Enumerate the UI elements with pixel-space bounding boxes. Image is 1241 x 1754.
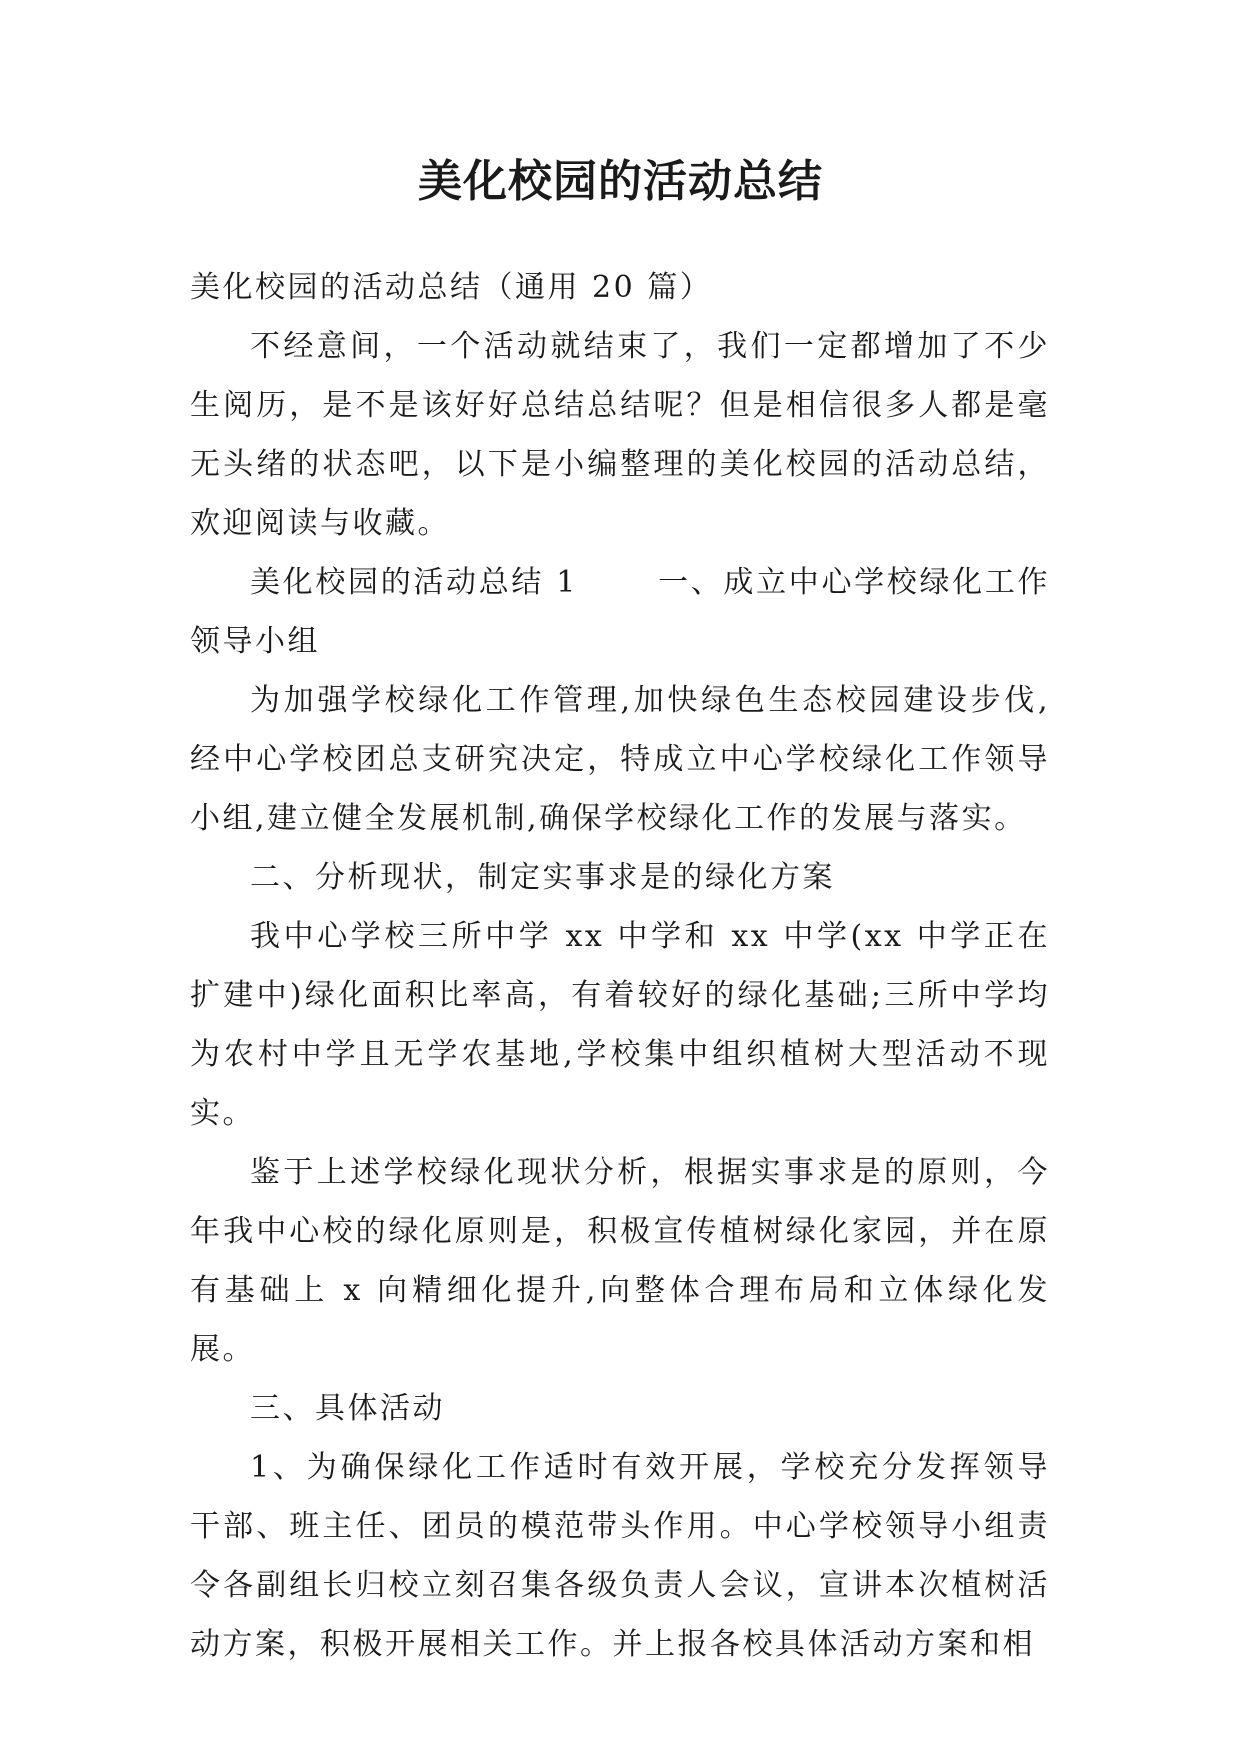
paragraph-1: 为加强学校绿化工作管理,加快绿色生态校园建设步伐,经中心学校团总支研究决定，特成立中心学校绿化工作领导小组,建立健全发展机制,确保学校绿化工作的发展与落实。 (190, 683, 1050, 836)
document-body (190, 258, 1050, 1674)
intro-paragraph: 不经意间，一个活动就结束了，我们一定都增加了不少生阅历，是不是该好好总结总结呢？但是相信很多人都是毫无头绪的状态吧，以下是小编整理的美化校园的活动总结，欢迎阅读与收藏。 (190, 329, 1050, 541)
document-subtitle: 美化校园的活动总结（通用 20 篇） (190, 270, 713, 305)
paragraph-4: 1、为确保绿化工作适时有效开展，学校充分发挥领导干部、班主任、团员的模范带头作用。中心学校领导小组责令各副组长归校立刻召集各级负责人会议，宣讲本次植树活动方案，积极开展相关工作。并上报各校具体活动方案和相 (190, 1450, 1050, 1662)
paragraph-2: 我中心学校三所中学 xx 中学和 xx 中学(xx 中学正在扩建中)绿化面积比率高，有着较好的绿化基础;三所中学均为农村中学且无学农基地,学校集中组织植树大型活动不现实。 (190, 919, 1050, 1131)
document-title: 美化校园的活动总结 (418, 156, 823, 207)
section-1-heading: 一、成立中心学校绿化工作领导小组 (190, 565, 1051, 659)
heading-3: 三、具体活动 (250, 1391, 445, 1426)
section-1-heading-line (190, 553, 1050, 671)
heading-2: 二、分析现状，制定实事求是的绿化方案 (250, 860, 835, 895)
section-1-title: 美化校园的活动总结 1 (250, 565, 578, 600)
paragraph-3: 鉴于上述学校绿化现状分析，根据实事求是的原则，今年我中心校的绿化原则是，积极宣传植树绿化家园，并在原有基础上 x 向精细化提升,向整体合理布局和立体绿化发展。 (190, 1155, 1050, 1367)
